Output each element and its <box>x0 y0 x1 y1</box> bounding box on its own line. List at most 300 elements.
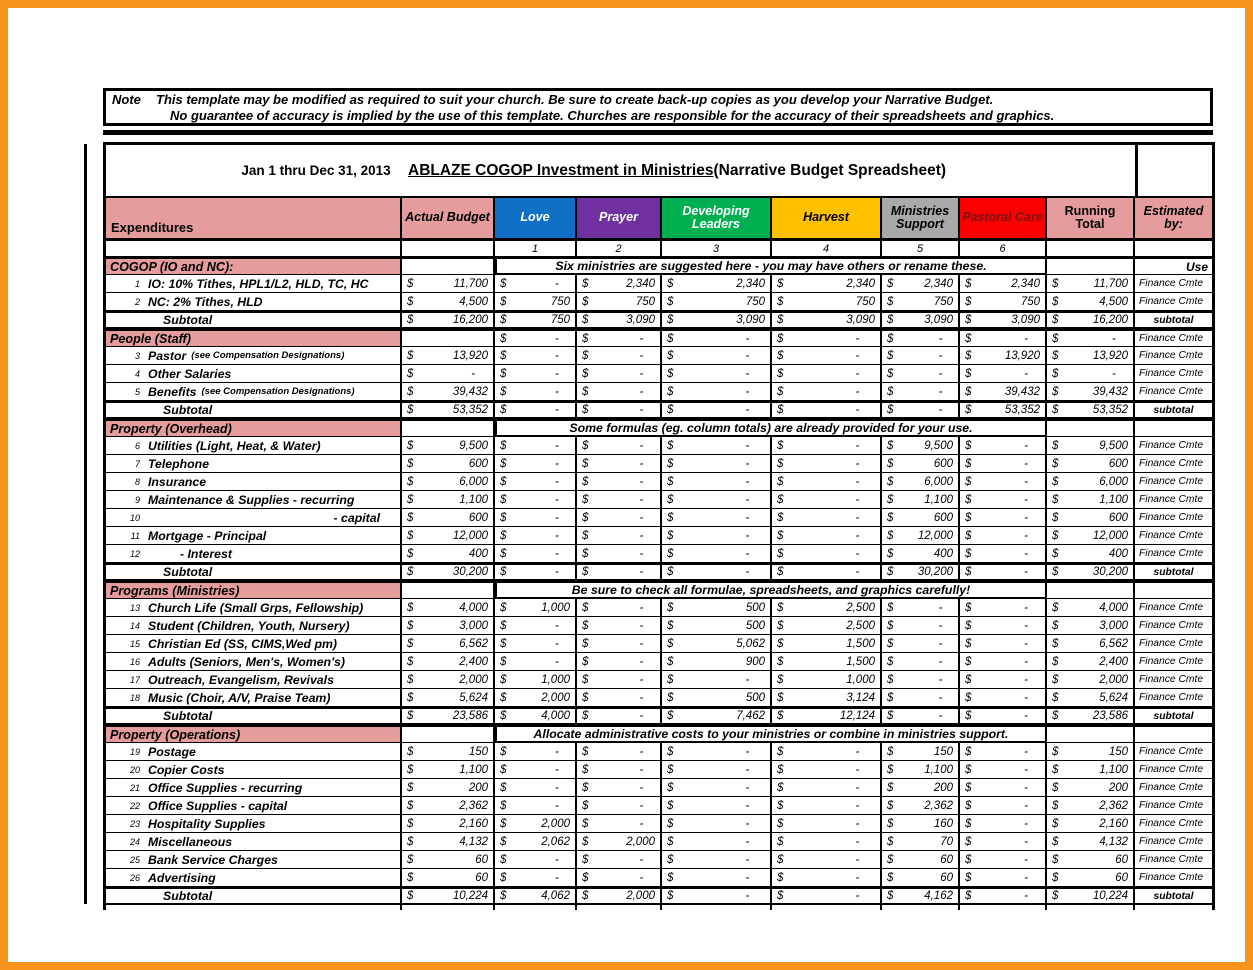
amount-cell[interactable] <box>772 347 882 365</box>
amount-cell[interactable] <box>960 455 1047 473</box>
amount-cell[interactable] <box>1047 653 1135 671</box>
amount-cell[interactable] <box>882 815 960 833</box>
amount-cell[interactable] <box>662 311 772 329</box>
amount-cell[interactable] <box>772 437 882 455</box>
item-label-cell[interactable] <box>106 689 402 707</box>
amount-cell[interactable] <box>402 617 495 635</box>
amount-cell[interactable] <box>662 545 772 563</box>
estimated-by-cell[interactable] <box>1135 437 1212 455</box>
estimated-by-cell[interactable] <box>1135 293 1212 311</box>
estimated-by-cell[interactable] <box>1135 869 1212 887</box>
item-label-cell[interactable] <box>106 275 402 293</box>
amount-cell[interactable] <box>495 329 577 347</box>
amount-cell[interactable] <box>772 851 882 869</box>
amount-cell[interactable] <box>772 887 882 905</box>
amount-cell[interactable] <box>662 275 772 293</box>
estimated-by-cell[interactable] <box>1135 761 1212 779</box>
amount-cell[interactable] <box>1047 779 1135 797</box>
amount-cell[interactable] <box>577 527 662 545</box>
estimated-by-cell[interactable] <box>1135 797 1212 815</box>
amount-cell[interactable] <box>577 653 662 671</box>
amount-cell[interactable] <box>577 689 662 707</box>
amount-cell[interactable] <box>960 329 1047 347</box>
amount-cell[interactable] <box>1047 581 1135 599</box>
item-label-cell[interactable] <box>106 635 402 653</box>
amount-cell[interactable] <box>662 743 772 761</box>
amount-cell[interactable] <box>495 851 577 869</box>
amount-cell[interactable] <box>402 815 495 833</box>
amount-cell[interactable] <box>402 419 495 437</box>
amount-cell[interactable] <box>402 725 495 743</box>
amount-cell[interactable] <box>495 437 577 455</box>
amount-cell[interactable] <box>402 689 495 707</box>
amount-cell[interactable] <box>402 671 495 689</box>
amount-cell[interactable] <box>402 437 495 455</box>
amount-cell[interactable] <box>960 653 1047 671</box>
estimated-by-cell[interactable] <box>1135 455 1212 473</box>
amount-cell[interactable] <box>577 797 662 815</box>
estimated-by-cell[interactable] <box>1135 689 1212 707</box>
amount-cell[interactable] <box>495 491 577 509</box>
amount-cell[interactable] <box>402 383 495 401</box>
amount-cell[interactable] <box>772 383 882 401</box>
amount-cell[interactable] <box>960 833 1047 851</box>
amount-cell[interactable] <box>1047 833 1135 851</box>
amount-cell[interactable] <box>662 887 772 905</box>
amount-cell[interactable] <box>577 869 662 887</box>
amount-cell[interactable] <box>882 275 960 293</box>
amount-cell[interactable] <box>882 797 960 815</box>
estimated-by-cell[interactable] <box>1135 383 1212 401</box>
item-label-cell[interactable] <box>106 617 402 635</box>
amount-cell[interactable] <box>662 347 772 365</box>
amount-cell[interactable] <box>772 563 882 581</box>
amount-cell[interactable] <box>577 329 662 347</box>
amount-cell[interactable] <box>1047 383 1135 401</box>
amount-cell[interactable] <box>772 635 882 653</box>
amount-cell[interactable] <box>882 545 960 563</box>
item-label-cell[interactable] <box>106 779 402 797</box>
amount-cell[interactable] <box>662 815 772 833</box>
amount-cell[interactable] <box>495 383 577 401</box>
amount-cell[interactable] <box>960 851 1047 869</box>
amount-cell[interactable] <box>772 797 882 815</box>
amount-cell[interactable] <box>1047 293 1135 311</box>
amount-cell[interactable] <box>662 671 772 689</box>
amount-cell[interactable] <box>662 329 772 347</box>
item-label-cell[interactable] <box>106 761 402 779</box>
amount-cell[interactable] <box>772 779 882 797</box>
amount-cell[interactable] <box>772 833 882 851</box>
amount-cell[interactable] <box>882 851 960 869</box>
amount-cell[interactable] <box>402 455 495 473</box>
amount-cell[interactable] <box>960 671 1047 689</box>
amount-cell[interactable] <box>772 527 882 545</box>
amount-cell[interactable] <box>577 671 662 689</box>
amount-cell[interactable] <box>662 689 772 707</box>
amount-cell[interactable] <box>662 563 772 581</box>
amount-cell[interactable] <box>662 653 772 671</box>
amount-cell[interactable] <box>662 851 772 869</box>
amount-cell[interactable] <box>662 491 772 509</box>
amount-cell[interactable] <box>882 437 960 455</box>
amount-cell[interactable] <box>772 275 882 293</box>
amount-cell[interactable] <box>577 743 662 761</box>
amount-cell[interactable] <box>1047 815 1135 833</box>
amount-cell[interactable] <box>1047 347 1135 365</box>
amount-cell[interactable] <box>662 635 772 653</box>
amount-cell[interactable] <box>402 347 495 365</box>
item-label-cell[interactable] <box>106 455 402 473</box>
amount-cell[interactable] <box>495 509 577 527</box>
amount-cell[interactable] <box>577 815 662 833</box>
amount-cell[interactable] <box>882 473 960 491</box>
item-label-cell[interactable] <box>106 671 402 689</box>
amount-cell[interactable] <box>1047 707 1135 725</box>
amount-cell[interactable] <box>402 275 495 293</box>
amount-cell[interactable] <box>402 401 495 419</box>
estimated-by-cell[interactable] <box>1135 419 1212 437</box>
amount-cell[interactable] <box>1047 599 1135 617</box>
estimated-by-cell[interactable] <box>1135 887 1212 905</box>
amount-cell[interactable] <box>1047 743 1135 761</box>
amount-cell[interactable] <box>402 473 495 491</box>
amount-cell[interactable] <box>577 401 662 419</box>
amount-cell[interactable] <box>402 599 495 617</box>
estimated-by-cell[interactable] <box>1135 275 1212 293</box>
amount-cell[interactable] <box>960 689 1047 707</box>
amount-cell[interactable] <box>495 887 577 905</box>
amount-cell[interactable] <box>882 491 960 509</box>
estimated-by-cell[interactable] <box>1135 851 1212 869</box>
amount-cell[interactable] <box>577 365 662 383</box>
amount-cell[interactable] <box>772 761 882 779</box>
amount-cell[interactable] <box>402 527 495 545</box>
amount-cell[interactable] <box>577 779 662 797</box>
amount-cell[interactable] <box>662 779 772 797</box>
amount-cell[interactable] <box>960 509 1047 527</box>
amount-cell[interactable] <box>1047 671 1135 689</box>
amount-cell[interactable] <box>882 401 960 419</box>
amount-cell[interactable] <box>402 887 495 905</box>
amount-cell[interactable] <box>1047 851 1135 869</box>
item-label-cell[interactable] <box>106 545 402 563</box>
item-label-cell[interactable] <box>106 527 402 545</box>
amount-cell[interactable] <box>882 563 960 581</box>
amount-cell[interactable] <box>960 707 1047 725</box>
amount-cell[interactable] <box>577 833 662 851</box>
amount-cell[interactable] <box>495 365 577 383</box>
amount-cell[interactable] <box>772 311 882 329</box>
amount-cell[interactable] <box>495 635 577 653</box>
estimated-by-cell[interactable] <box>1135 743 1212 761</box>
amount-cell[interactable] <box>402 779 495 797</box>
amount-cell[interactable] <box>1047 275 1135 293</box>
amount-cell[interactable] <box>882 329 960 347</box>
amount-cell[interactable] <box>495 671 577 689</box>
estimated-by-cell[interactable] <box>1135 545 1212 563</box>
amount-cell[interactable] <box>960 545 1047 563</box>
estimated-by-cell[interactable] <box>1135 671 1212 689</box>
amount-cell[interactable] <box>495 779 577 797</box>
amount-cell[interactable] <box>772 707 882 725</box>
estimated-by-cell[interactable] <box>1135 833 1212 851</box>
amount-cell[interactable] <box>882 311 960 329</box>
amount-cell[interactable] <box>960 815 1047 833</box>
amount-cell[interactable] <box>882 779 960 797</box>
amount-cell[interactable] <box>960 869 1047 887</box>
amount-cell[interactable] <box>577 455 662 473</box>
estimated-by-cell[interactable] <box>1135 491 1212 509</box>
amount-cell[interactable] <box>960 563 1047 581</box>
amount-cell[interactable] <box>662 833 772 851</box>
amount-cell[interactable] <box>882 617 960 635</box>
amount-cell[interactable] <box>772 869 882 887</box>
amount-cell[interactable] <box>662 401 772 419</box>
amount-cell[interactable] <box>402 329 495 347</box>
amount-cell[interactable] <box>495 473 577 491</box>
item-label-cell[interactable] <box>106 293 402 311</box>
amount-cell[interactable] <box>960 383 1047 401</box>
amount-cell[interactable] <box>495 617 577 635</box>
estimated-by-cell[interactable] <box>1135 617 1212 635</box>
amount-cell[interactable] <box>1047 437 1135 455</box>
amount-cell[interactable] <box>402 545 495 563</box>
item-label-cell[interactable] <box>106 869 402 887</box>
amount-cell[interactable] <box>882 527 960 545</box>
amount-cell[interactable] <box>882 509 960 527</box>
estimated-by-cell[interactable] <box>1135 509 1212 527</box>
amount-cell[interactable] <box>577 563 662 581</box>
estimated-by-cell[interactable] <box>1135 563 1212 581</box>
amount-cell[interactable] <box>577 347 662 365</box>
amount-cell[interactable] <box>495 743 577 761</box>
item-label-cell[interactable] <box>106 815 402 833</box>
amount-cell[interactable] <box>960 797 1047 815</box>
item-label-cell[interactable] <box>106 833 402 851</box>
amount-cell[interactable] <box>772 689 882 707</box>
amount-cell[interactable] <box>402 743 495 761</box>
amount-cell[interactable] <box>1047 545 1135 563</box>
amount-cell[interactable] <box>882 599 960 617</box>
amount-cell[interactable] <box>495 689 577 707</box>
amount-cell[interactable] <box>960 887 1047 905</box>
amount-cell[interactable] <box>772 401 882 419</box>
amount-cell[interactable] <box>495 797 577 815</box>
amount-cell[interactable] <box>495 401 577 419</box>
amount-cell[interactable] <box>662 617 772 635</box>
amount-cell[interactable] <box>402 761 495 779</box>
amount-cell[interactable] <box>402 509 495 527</box>
amount-cell[interactable] <box>772 365 882 383</box>
amount-cell[interactable] <box>772 653 882 671</box>
item-label-cell[interactable] <box>106 383 402 401</box>
amount-cell[interactable] <box>662 599 772 617</box>
estimated-by-cell[interactable] <box>1135 635 1212 653</box>
estimated-by-cell[interactable] <box>1135 725 1212 743</box>
amount-cell[interactable] <box>1047 329 1135 347</box>
amount-cell[interactable] <box>772 599 882 617</box>
estimated-by-cell[interactable] <box>1135 815 1212 833</box>
amount-cell[interactable] <box>402 797 495 815</box>
amount-cell[interactable] <box>882 383 960 401</box>
item-label-cell[interactable] <box>106 491 402 509</box>
amount-cell[interactable] <box>960 779 1047 797</box>
amount-cell[interactable] <box>402 257 495 275</box>
amount-cell[interactable] <box>960 599 1047 617</box>
amount-cell[interactable] <box>772 473 882 491</box>
amount-cell[interactable] <box>882 365 960 383</box>
amount-cell[interactable] <box>1047 491 1135 509</box>
amount-cell[interactable] <box>1047 761 1135 779</box>
amount-cell[interactable] <box>1047 401 1135 419</box>
item-label-cell[interactable] <box>106 509 402 527</box>
amount-cell[interactable] <box>960 527 1047 545</box>
amount-cell[interactable] <box>662 365 772 383</box>
amount-cell[interactable] <box>402 311 495 329</box>
amount-cell[interactable] <box>882 869 960 887</box>
amount-cell[interactable] <box>662 509 772 527</box>
amount-cell[interactable] <box>577 851 662 869</box>
amount-cell[interactable] <box>772 815 882 833</box>
amount-cell[interactable] <box>402 869 495 887</box>
estimated-by-cell[interactable] <box>1135 365 1212 383</box>
amount-cell[interactable] <box>662 293 772 311</box>
amount-cell[interactable] <box>495 833 577 851</box>
amount-cell[interactable] <box>577 761 662 779</box>
amount-cell[interactable] <box>1047 365 1135 383</box>
amount-cell[interactable] <box>577 293 662 311</box>
item-label-cell[interactable] <box>106 473 402 491</box>
amount-cell[interactable] <box>577 887 662 905</box>
amount-cell[interactable] <box>772 617 882 635</box>
amount-cell[interactable] <box>662 383 772 401</box>
amount-cell[interactable] <box>577 473 662 491</box>
estimated-by-cell[interactable] <box>1135 653 1212 671</box>
amount-cell[interactable] <box>402 563 495 581</box>
estimated-by-cell[interactable] <box>1135 401 1212 419</box>
amount-cell[interactable] <box>882 293 960 311</box>
amount-cell[interactable] <box>1047 689 1135 707</box>
amount-cell[interactable] <box>772 509 882 527</box>
amount-cell[interactable] <box>1047 473 1135 491</box>
amount-cell[interactable] <box>882 347 960 365</box>
amount-cell[interactable] <box>495 527 577 545</box>
amount-cell[interactable] <box>772 455 882 473</box>
amount-cell[interactable] <box>577 545 662 563</box>
amount-cell[interactable] <box>1047 887 1135 905</box>
amount-cell[interactable] <box>1047 725 1135 743</box>
amount-cell[interactable] <box>1047 869 1135 887</box>
amount-cell[interactable] <box>882 707 960 725</box>
amount-cell[interactable] <box>772 671 882 689</box>
amount-cell[interactable] <box>495 455 577 473</box>
amount-cell[interactable] <box>402 491 495 509</box>
amount-cell[interactable] <box>960 437 1047 455</box>
amount-cell[interactable] <box>662 761 772 779</box>
amount-cell[interactable] <box>882 455 960 473</box>
amount-cell[interactable] <box>577 599 662 617</box>
amount-cell[interactable] <box>1047 311 1135 329</box>
amount-cell[interactable] <box>662 797 772 815</box>
amount-cell[interactable] <box>577 437 662 455</box>
amount-cell[interactable] <box>960 491 1047 509</box>
amount-cell[interactable] <box>402 581 495 599</box>
amount-cell[interactable] <box>495 293 577 311</box>
amount-cell[interactable] <box>662 473 772 491</box>
amount-cell[interactable] <box>577 707 662 725</box>
amount-cell[interactable] <box>960 311 1047 329</box>
amount-cell[interactable] <box>495 347 577 365</box>
amount-cell[interactable] <box>662 437 772 455</box>
amount-cell[interactable] <box>960 347 1047 365</box>
estimated-by-cell[interactable] <box>1135 527 1212 545</box>
amount-cell[interactable] <box>402 833 495 851</box>
estimated-by-cell[interactable] <box>1135 581 1212 599</box>
amount-cell[interactable] <box>495 707 577 725</box>
estimated-by-cell[interactable] <box>1135 599 1212 617</box>
amount-cell[interactable] <box>495 311 577 329</box>
estimated-by-cell[interactable] <box>1135 707 1212 725</box>
estimated-by-cell[interactable] <box>1135 257 1212 275</box>
amount-cell[interactable] <box>882 635 960 653</box>
amount-cell[interactable] <box>495 545 577 563</box>
amount-cell[interactable] <box>882 689 960 707</box>
amount-cell[interactable] <box>662 707 772 725</box>
amount-cell[interactable] <box>402 653 495 671</box>
item-label-cell[interactable] <box>106 347 402 365</box>
amount-cell[interactable] <box>1047 509 1135 527</box>
amount-cell[interactable] <box>960 293 1047 311</box>
amount-cell[interactable] <box>960 635 1047 653</box>
estimated-by-cell[interactable] <box>1135 329 1212 347</box>
amount-cell[interactable] <box>772 545 882 563</box>
amount-cell[interactable] <box>772 293 882 311</box>
estimated-by-cell[interactable] <box>1135 347 1212 365</box>
amount-cell[interactable] <box>960 401 1047 419</box>
amount-cell[interactable] <box>495 563 577 581</box>
amount-cell[interactable] <box>402 293 495 311</box>
amount-cell[interactable] <box>772 743 882 761</box>
amount-cell[interactable] <box>577 509 662 527</box>
amount-cell[interactable] <box>772 329 882 347</box>
amount-cell[interactable] <box>960 275 1047 293</box>
amount-cell[interactable] <box>577 491 662 509</box>
amount-cell[interactable] <box>960 365 1047 383</box>
amount-cell[interactable] <box>772 491 882 509</box>
amount-cell[interactable] <box>960 743 1047 761</box>
estimated-by-cell[interactable] <box>1135 473 1212 491</box>
amount-cell[interactable] <box>1047 455 1135 473</box>
amount-cell[interactable] <box>577 275 662 293</box>
amount-cell[interactable] <box>662 455 772 473</box>
amount-cell[interactable] <box>882 761 960 779</box>
estimated-by-cell[interactable] <box>1135 779 1212 797</box>
amount-cell[interactable] <box>1047 257 1135 275</box>
amount-cell[interactable] <box>577 311 662 329</box>
item-label-cell[interactable] <box>106 365 402 383</box>
estimated-by-cell[interactable] <box>1135 311 1212 329</box>
item-label-cell[interactable] <box>106 797 402 815</box>
amount-cell[interactable] <box>495 275 577 293</box>
amount-cell[interactable] <box>882 833 960 851</box>
item-label-cell[interactable] <box>106 437 402 455</box>
amount-cell[interactable] <box>1047 419 1135 437</box>
amount-cell[interactable] <box>882 671 960 689</box>
amount-cell[interactable] <box>402 635 495 653</box>
amount-cell[interactable] <box>402 707 495 725</box>
amount-cell[interactable] <box>882 887 960 905</box>
